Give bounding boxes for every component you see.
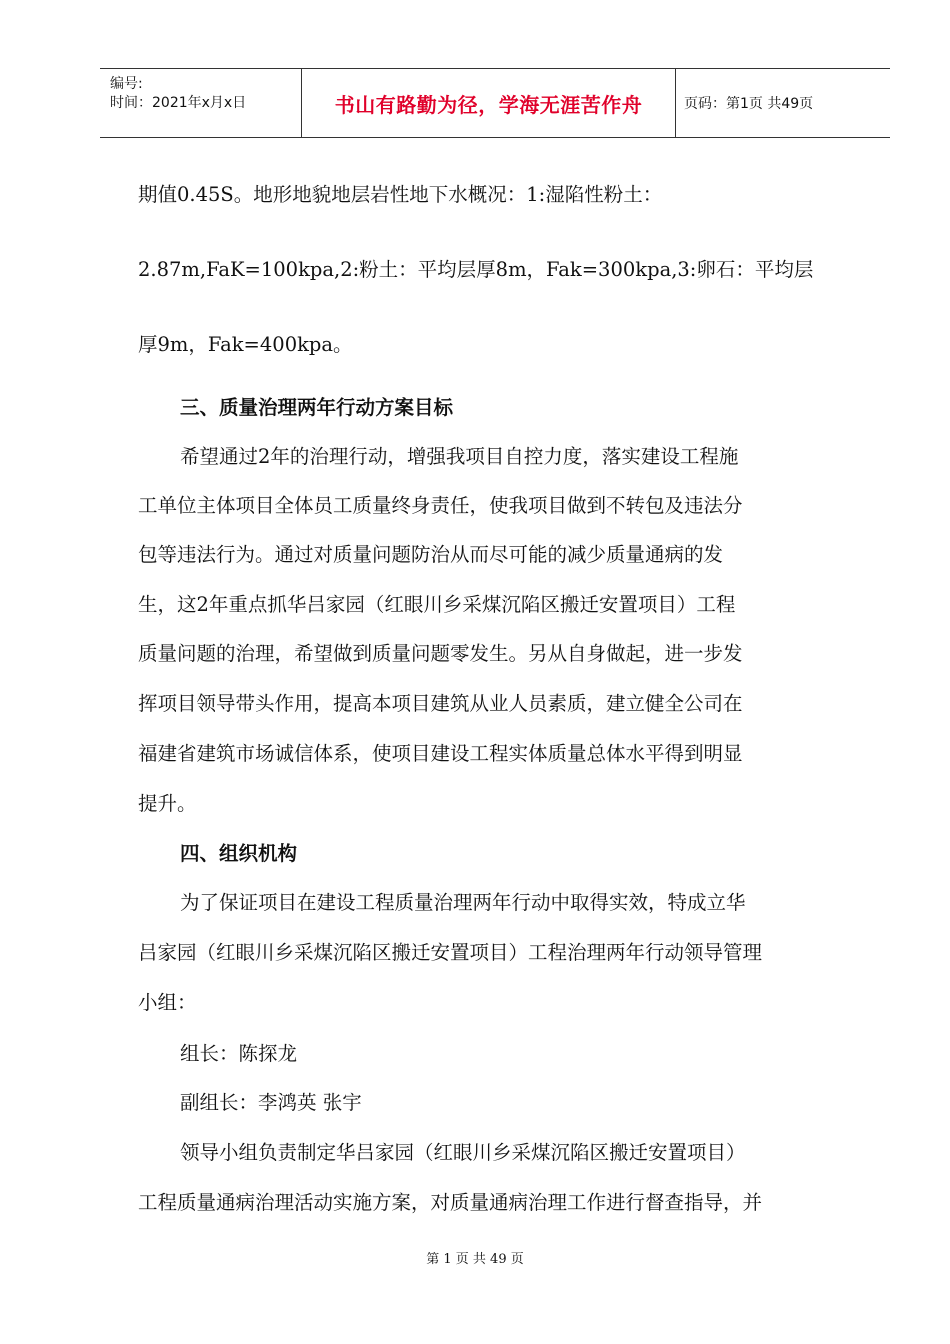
group-leader-line: 组长：陈探龙: [180, 1042, 298, 1065]
page-header: [100, 68, 890, 138]
body-line: 工单位主体项目全体员工质量终身责任，使我项目做到不转包及违法分: [138, 494, 743, 517]
body-line: 2.87m,FaK=100kpa,2:粉土：平均层厚8m，Fak=300kpa,3:卵石：平均层: [138, 258, 814, 281]
section-heading-3: 三、质量治理两年行动方案目标: [180, 396, 454, 419]
body-line: 福建省建筑市场诚信体系，使项目建设工程实体质量总体水平得到明显: [138, 742, 743, 765]
header-motto-cell: [302, 69, 676, 137]
page-footer: 第 1 页 共 49 页: [426, 1252, 524, 1267]
deputy-leader-line: 副组长：李鸿英 张宇: [180, 1091, 362, 1114]
header-page-label: 页码：第1页 共49页: [684, 96, 814, 112]
header-left-cell: [100, 69, 302, 137]
body-line: 厚9m，Fak=400kpa。: [138, 333, 353, 356]
header-motto: 书山有路勤为径，学海无涯苦作舟: [334, 92, 643, 117]
body-line: 提升。: [138, 792, 197, 815]
body-line: 领导小组负责制定华吕家园（红眼川乡采煤沉陷区搬迁安置项目）: [180, 1141, 746, 1164]
body-line: 包等违法行为。通过对质量问题防治从而尽可能的减少质量通病的发: [138, 543, 724, 566]
body-line: 工程质量通病治理活动实施方案，对质量通病治理工作进行督查指导，并: [138, 1191, 763, 1214]
section-heading-4: 四、组织机构: [180, 842, 298, 865]
body-line: 为了保证项目在建设工程质量治理两年行动中取得实效，特成立华: [180, 891, 746, 914]
document-number-label: 编号:: [110, 76, 143, 92]
body-line: 希望通过2年的治理行动，增强我项目自控力度，落实建设工程施: [180, 445, 739, 468]
body-line: 小组：: [138, 991, 197, 1014]
body-line: 质量问题的治理，希望做到质量问题零发生。另从自身做起，进一步发: [138, 642, 743, 665]
body-line: 生，这2年重点抓华吕家园（红眼川乡采煤沉陷区搬迁安置项目）工程: [138, 593, 736, 616]
body-line: 吕家园（红眼川乡采煤沉陷区搬迁安置项目）工程治理两年行动领导管理: [138, 941, 763, 964]
header-page-cell: [676, 69, 890, 137]
document-time-label: 时间：2021年x月x日: [110, 95, 247, 111]
body-line: 挥项目领导带头作用，提高本项目建筑从业人员素质，建立健全公司在: [138, 692, 743, 715]
body-line: 期值0.45S。地形地貌地层岩性地下水概况：1:湿陷性粉土：: [138, 183, 663, 206]
